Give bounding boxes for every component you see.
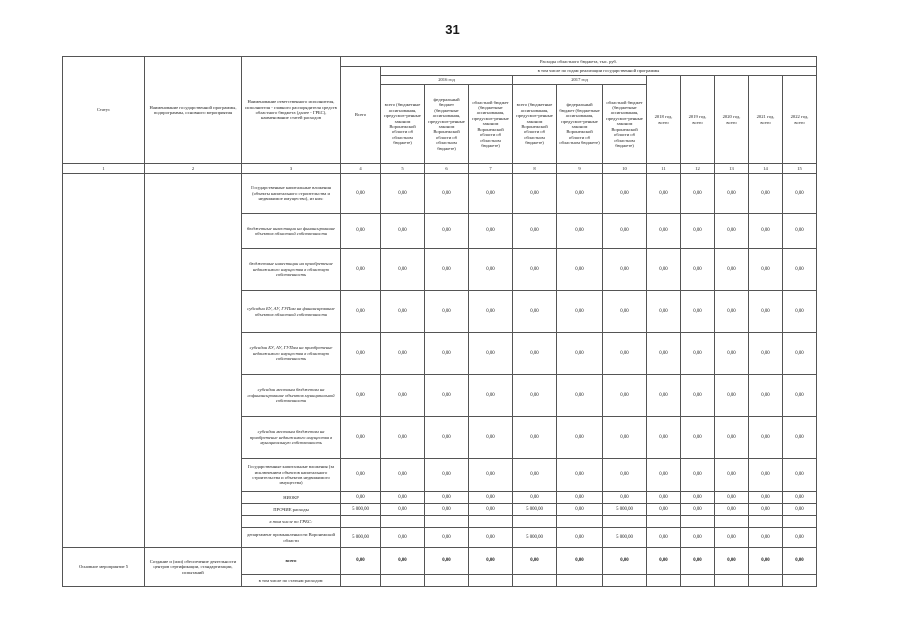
amount-cell: 0,00 [603, 249, 647, 291]
amount-cell: 0,00 [469, 459, 513, 492]
amount-cell [557, 516, 603, 528]
header-2021: 2021 год, всего [749, 76, 783, 164]
amount-cell: 0,00 [647, 291, 681, 333]
amount-cell: 0,00 [381, 548, 425, 575]
amount-cell: 0,00 [715, 417, 749, 459]
header-executor: Наименование ответственного исполнителя, исполнителя - главного распорядителя средств областного бюджета (далее - ГРБС), наименование статей расходов [242, 57, 341, 164]
amount-cell: 0,00 [647, 459, 681, 492]
empty-cell [341, 575, 381, 587]
amount-cell: 0,00 [603, 375, 647, 417]
amount-cell: 0,00 [513, 417, 557, 459]
amount-cell: 0,00 [749, 417, 783, 459]
row-label: субсидии местным бюджетам на софинансирование объектов муниципальной собственности [242, 375, 341, 417]
amount-cell: 5 000,00 [513, 528, 557, 548]
amount-cell: 0,00 [513, 214, 557, 249]
header-2022: 2022 год, всего [783, 76, 817, 164]
header-2017: 2017 год [513, 76, 647, 85]
empty-cell [603, 575, 647, 587]
column-index: 2 [145, 164, 242, 174]
amount-cell: 0,00 [469, 504, 513, 516]
amount-cell [469, 516, 513, 528]
header-total: Всего [341, 67, 381, 164]
amount-cell: 0,00 [715, 548, 749, 575]
empty-cell [381, 575, 425, 587]
amount-cell: 0,00 [425, 492, 469, 504]
amount-cell: 0,00 [681, 504, 715, 516]
amount-cell: 0,00 [381, 333, 425, 375]
amount-cell: 0,00 [557, 214, 603, 249]
amount-cell: 0,00 [425, 291, 469, 333]
amount-cell: 0,00 [381, 249, 425, 291]
amount-cell: 0,00 [647, 249, 681, 291]
amount-cell: 0,00 [783, 375, 817, 417]
amount-cell: 0,00 [381, 504, 425, 516]
amount-cell: 0,00 [783, 459, 817, 492]
amount-cell: 0,00 [603, 417, 647, 459]
amount-cell: 0,00 [381, 459, 425, 492]
amount-cell: 0,00 [715, 249, 749, 291]
amount-cell: 0,00 [513, 548, 557, 575]
empty-cell [513, 575, 557, 587]
amount-cell: 0,00 [681, 528, 715, 548]
amount-cell: 0,00 [557, 504, 603, 516]
amount-cell: 0,00 [381, 214, 425, 249]
amount-cell: 0,00 [681, 492, 715, 504]
amount-cell: 0,00 [783, 504, 817, 516]
amount-cell: 0,00 [783, 417, 817, 459]
amount-cell: 0,00 [469, 548, 513, 575]
amount-cell: 0,00 [715, 291, 749, 333]
column-index: 3 [242, 164, 341, 174]
amount-cell: 0,00 [557, 333, 603, 375]
row-label: ПРОЧИЕ расходы [242, 504, 341, 516]
amount-cell: 0,00 [603, 459, 647, 492]
amount-cell [681, 516, 715, 528]
amount-cell: 0,00 [425, 528, 469, 548]
amount-cell: 0,00 [381, 528, 425, 548]
header-2017-federal: федеральный бюджет (бюджетные ассигнования, предусмот-ренные законом Воронежской области об областном бюджете) [557, 85, 603, 164]
amount-cell: 0,00 [681, 417, 715, 459]
amount-cell: 0,00 [749, 333, 783, 375]
row-label: всего [242, 548, 341, 575]
amount-cell: 0,00 [341, 249, 381, 291]
column-index: 10 [603, 164, 647, 174]
row-label: субсидии БУ, АУ, ГУПам на приобретение недвижимого имущества в областную собственность [242, 333, 341, 375]
amount-cell: 0,00 [425, 214, 469, 249]
amount-cell: 0,00 [469, 375, 513, 417]
amount-cell: 0,00 [381, 417, 425, 459]
header-2020: 2020 год, всего [715, 76, 749, 164]
amount-cell: 0,00 [513, 291, 557, 333]
amount-cell: 0,00 [381, 492, 425, 504]
amount-cell [603, 516, 647, 528]
amount-cell: 0,00 [681, 291, 715, 333]
amount-cell: 0,00 [681, 174, 715, 214]
amount-cell: 0,00 [681, 249, 715, 291]
amount-cell [513, 516, 557, 528]
amount-cell: 0,00 [647, 214, 681, 249]
amount-cell: 0,00 [715, 492, 749, 504]
amount-cell: 0,00 [341, 214, 381, 249]
column-index: 5 [381, 164, 425, 174]
amount-cell: 0,00 [557, 528, 603, 548]
amount-cell: 0,00 [647, 548, 681, 575]
column-index: 11 [647, 164, 681, 174]
amount-cell: 0,00 [715, 174, 749, 214]
amount-cell: 0,00 [603, 214, 647, 249]
column-index: 4 [341, 164, 381, 174]
amount-cell: 0,00 [681, 333, 715, 375]
amount-cell: 0,00 [681, 214, 715, 249]
amount-cell: 0,00 [425, 333, 469, 375]
amount-cell: 0,00 [381, 291, 425, 333]
amount-cell: 0,00 [715, 333, 749, 375]
table-row [63, 548, 817, 575]
amount-cell: 0,00 [681, 375, 715, 417]
amount-cell: 0,00 [425, 504, 469, 516]
amount-cell: 0,00 [557, 459, 603, 492]
row-label: субсидии местным бюджетам на приобретение недвижимого имущества в муниципальную собственность [242, 417, 341, 459]
amount-cell: 0,00 [381, 174, 425, 214]
empty-cell [425, 575, 469, 587]
amount-cell [749, 516, 783, 528]
amount-cell: 0,00 [425, 548, 469, 575]
amount-cell: 5 000,00 [341, 528, 381, 548]
column-index: 6 [425, 164, 469, 174]
amount-cell: 0,00 [749, 459, 783, 492]
amount-cell: 0,00 [647, 375, 681, 417]
header-status: Статус [63, 57, 145, 164]
header-program: Наименование государственной программы, подпрограммы, основного мероприятия [145, 57, 242, 164]
amount-cell: 0,00 [381, 375, 425, 417]
amount-cell: 0,00 [647, 504, 681, 516]
amount-cell: 0,00 [749, 214, 783, 249]
row-label: субсидии БУ, АУ, ГУПам на финансирование объектов областной собственности [242, 291, 341, 333]
amount-cell: 0,00 [341, 417, 381, 459]
main-event-5-name: Создание и (или) обеспечение деятельности центров сертификации, стандартизации, испытаний [145, 548, 242, 587]
row-label: НИОКР [242, 492, 341, 504]
row-label: бюджетные инвестиции на приобретение недвижимого имущества в областную собственность [242, 249, 341, 291]
amount-cell: 5 000,00 [603, 504, 647, 516]
amount-cell: 0,00 [783, 492, 817, 504]
amount-cell: 0,00 [513, 249, 557, 291]
main-event-5-status: Основное мероприятие 5 [63, 548, 145, 587]
amount-cell: 0,00 [783, 548, 817, 575]
amount-cell: 0,00 [749, 548, 783, 575]
amount-cell: 0,00 [783, 291, 817, 333]
amount-cell: 0,00 [557, 548, 603, 575]
empty-cell [749, 575, 783, 587]
amount-cell: 0,00 [783, 528, 817, 548]
amount-cell: 0,00 [425, 459, 469, 492]
row-label: бюджетные инвестиции на финансирование объектов областной собственности [242, 214, 341, 249]
amount-cell [647, 516, 681, 528]
column-index: 1 [63, 164, 145, 174]
amount-cell: 0,00 [557, 417, 603, 459]
amount-cell: 0,00 [469, 249, 513, 291]
amount-cell: 0,00 [425, 174, 469, 214]
empty-cell [557, 575, 603, 587]
header-2019: 2019 год, всего [681, 76, 715, 164]
amount-cell: 5 000,00 [513, 504, 557, 516]
amount-cell: 0,00 [425, 417, 469, 459]
amount-cell: 0,00 [749, 249, 783, 291]
amount-cell: 0,00 [715, 459, 749, 492]
empty-cell [783, 575, 817, 587]
column-index: 12 [681, 164, 715, 174]
header-2016-federal: федеральный бюджет (бюджетные ассигнования, предусмот-ренные законом Воронежской области об областном бюджете) [425, 85, 469, 164]
amount-cell: 0,00 [513, 174, 557, 214]
amount-cell: 0,00 [557, 174, 603, 214]
amount-cell: 0,00 [749, 174, 783, 214]
row-label: Государственные капитальные вложения (объекты капитального строительства и недвижимое имущество), из них: [242, 174, 341, 214]
amount-cell: 0,00 [647, 528, 681, 548]
amount-cell: 0,00 [469, 417, 513, 459]
amount-cell: 0,00 [603, 492, 647, 504]
amount-cell [381, 516, 425, 528]
amount-cell: 0,00 [425, 249, 469, 291]
amount-cell: 0,00 [469, 528, 513, 548]
column-index: 14 [749, 164, 783, 174]
amount-cell: 0,00 [749, 375, 783, 417]
header-by-years: в том числе по годам реализации государственной программы [381, 67, 817, 76]
amount-cell: 0,00 [603, 333, 647, 375]
amount-cell: 0,00 [603, 291, 647, 333]
header-2016-total: всего (бюджетные ассигнования, предусмот-ренные законом Воронежской области об областном бюджете) [381, 85, 425, 164]
amount-cell: 0,00 [715, 375, 749, 417]
amount-cell: 0,00 [557, 375, 603, 417]
row-label: в том числе по статьям расходов: [242, 575, 341, 587]
amount-cell: 0,00 [341, 174, 381, 214]
empty-cell [681, 575, 715, 587]
row-label: в том числе по ГРБС: [242, 516, 341, 528]
amount-cell: 0,00 [749, 291, 783, 333]
empty-cell [647, 575, 681, 587]
amount-cell: 0,00 [647, 174, 681, 214]
row-label: Государственные капитальные вложения (за исключением объектов капитального строительства и объектов недвижимого имущества) [242, 459, 341, 492]
amount-cell: 0,00 [647, 417, 681, 459]
empty-cell [715, 575, 749, 587]
amount-cell: 0,00 [783, 174, 817, 214]
amount-cell: 0,00 [647, 492, 681, 504]
empty-cell [469, 575, 513, 587]
amount-cell: 0,00 [513, 492, 557, 504]
header-2016-oblast: областной бюджет (бюджетные ассигнования, предусмот-ренные законом Воронежской области об областном бюджете) [469, 85, 513, 164]
page-number: 31 [445, 22, 460, 37]
amount-cell: 0,00 [783, 333, 817, 375]
amount-cell: 0,00 [557, 291, 603, 333]
budget-table [62, 56, 817, 587]
amount-cell: 0,00 [341, 291, 381, 333]
column-index: 7 [469, 164, 513, 174]
amount-cell: 0,00 [603, 548, 647, 575]
column-index: 8 [513, 164, 557, 174]
header-2017-oblast: областной бюджет (бюджетные ассигнования, предусмот-ренные законом Воронежской области об областном бюджете) [603, 85, 647, 164]
header-expenses: Расходы областного бюджета, тыс. руб. [341, 57, 817, 67]
amount-cell: 0,00 [469, 214, 513, 249]
amount-cell: 0,00 [341, 548, 381, 575]
status-cell-empty [63, 174, 145, 548]
table-row [63, 174, 817, 214]
row-label: департамент промышленности Воронежской области [242, 528, 341, 548]
amount-cell: 0,00 [469, 174, 513, 214]
program-cell-empty [145, 174, 242, 548]
amount-cell: 0,00 [715, 528, 749, 548]
column-index: 13 [715, 164, 749, 174]
amount-cell: 0,00 [341, 459, 381, 492]
amount-cell: 0,00 [749, 504, 783, 516]
amount-cell [341, 516, 381, 528]
column-index-row [63, 164, 817, 174]
amount-cell: 5 000,00 [341, 504, 381, 516]
amount-cell: 0,00 [469, 492, 513, 504]
amount-cell: 0,00 [749, 492, 783, 504]
amount-cell: 0,00 [557, 492, 603, 504]
amount-cell: 0,00 [603, 174, 647, 214]
amount-cell [783, 516, 817, 528]
amount-cell [425, 516, 469, 528]
amount-cell: 0,00 [341, 333, 381, 375]
amount-cell: 0,00 [513, 333, 557, 375]
amount-cell: 0,00 [425, 375, 469, 417]
amount-cell: 0,00 [469, 333, 513, 375]
amount-cell: 0,00 [513, 459, 557, 492]
header-row-1 [63, 57, 817, 67]
header-2018: 2018 год, всего [647, 76, 681, 164]
amount-cell: 0,00 [557, 249, 603, 291]
column-index: 15 [783, 164, 817, 174]
amount-cell: 0,00 [681, 459, 715, 492]
amount-cell: 5 000,00 [603, 528, 647, 548]
header-2016: 2016 год [381, 76, 513, 85]
amount-cell: 0,00 [715, 504, 749, 516]
amount-cell: 0,00 [715, 214, 749, 249]
amount-cell: 0,00 [469, 291, 513, 333]
amount-cell: 0,00 [783, 249, 817, 291]
amount-cell: 0,00 [749, 528, 783, 548]
amount-cell: 0,00 [341, 492, 381, 504]
column-index: 9 [557, 164, 603, 174]
amount-cell [715, 516, 749, 528]
header-2017-total: всего (бюджетные ассигнования, предусмот-ренные законом Воронежской области об областном бюджете) [513, 85, 557, 164]
amount-cell: 0,00 [783, 214, 817, 249]
amount-cell: 0,00 [341, 375, 381, 417]
amount-cell: 0,00 [513, 375, 557, 417]
amount-cell: 0,00 [647, 333, 681, 375]
amount-cell: 0,00 [681, 548, 715, 575]
